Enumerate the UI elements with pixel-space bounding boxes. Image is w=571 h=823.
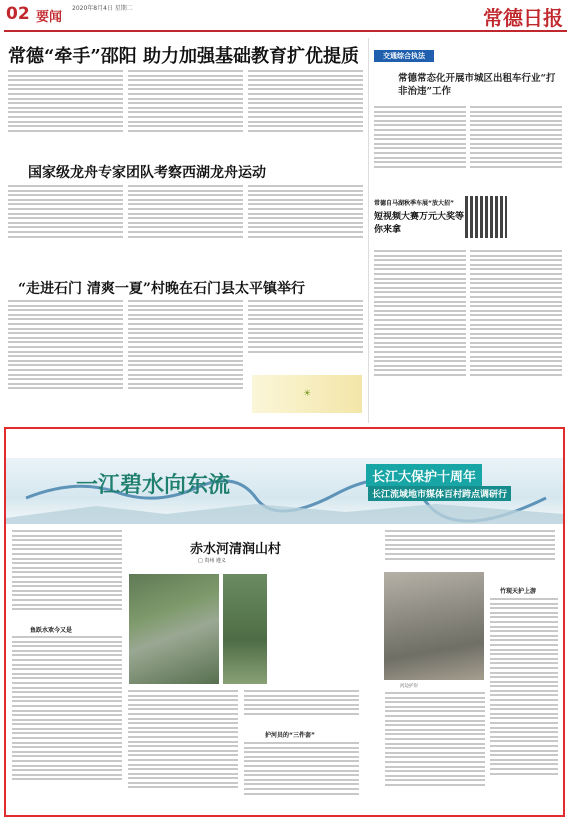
feature-subhead-left: 鱼跃水欢今又是	[30, 627, 73, 634]
shimen-article-title: “走进石门 清爽一夏”村晚在石门县太平镇举行	[18, 281, 305, 297]
feature-body-col5	[490, 598, 558, 806]
dragon-body-col2	[128, 185, 243, 247]
shimen-body-col3	[248, 300, 363, 370]
banner-calligraphy-title: 一江碧水向东流	[76, 472, 231, 498]
top-article-body-col3	[248, 70, 363, 140]
top-article-body-col2	[128, 70, 243, 140]
feature-subhead-mid: 护河员的“三件套”	[265, 732, 315, 739]
feature-subhead-right: 竹现天护上游	[500, 588, 537, 595]
shimen-body-col1	[8, 300, 123, 410]
video-body-col1	[374, 250, 466, 400]
top-article-body-col1	[8, 70, 123, 140]
feature-body-col4-top	[385, 530, 555, 568]
villagers-photo	[384, 572, 484, 680]
feature-banner	[6, 458, 563, 524]
banner-subtitle: 长江流域地市媒体百村跨点调研行	[368, 486, 511, 501]
video-headline: 常德自马湖秋季车展“放大招”	[374, 200, 454, 207]
video-body-col2	[470, 250, 562, 400]
top-article-title: 常德“牵手”邵阳 助力加强基础教育扩优提质	[8, 46, 359, 67]
issue-meta: 2020年8月4日 星期二	[72, 5, 133, 12]
traffic-tag: 交通综合执法	[374, 50, 434, 62]
page-number: 02	[6, 4, 30, 24]
feature-byline: □ 贵州 遵义	[198, 558, 226, 564]
feature-body-col3-bottom	[244, 742, 359, 808]
traffic-article-title: 常德常态化开展市城区出租车行业“打非治违”工作	[398, 73, 556, 97]
dragon-body-col3	[248, 185, 363, 247]
header-rule	[4, 30, 567, 32]
dragon-article-title: 国家级龙舟专家团队考察西湖龙舟运动	[28, 165, 266, 181]
feature-article-title: 赤水河清润山村	[190, 542, 282, 557]
summer-logo-graphic: ☀	[252, 375, 362, 413]
dragon-body-col1	[8, 185, 123, 247]
banner-tag: 长江大保护十周年	[366, 464, 482, 487]
feature-body-col2	[128, 690, 238, 808]
photo-caption: 河边护岸	[400, 684, 418, 689]
shimen-body-col2	[128, 300, 243, 410]
section-name: 要闻	[36, 10, 63, 25]
traffic-body-col1	[374, 106, 466, 176]
video-article-title: 短视频大赛万元大奖等你来拿	[374, 212, 465, 235]
column-divider	[368, 38, 369, 423]
river-gorge-photo	[129, 574, 219, 684]
traffic-body-col2	[470, 106, 562, 176]
qr-code-icon	[465, 196, 507, 238]
river-bank-photo	[223, 574, 267, 684]
feature-body-col1-top	[12, 530, 122, 620]
paper-logo: 常德日报	[483, 6, 563, 30]
feature-body-col1-bottom	[12, 636, 122, 806]
feature-body-col4-bottom	[385, 692, 485, 807]
